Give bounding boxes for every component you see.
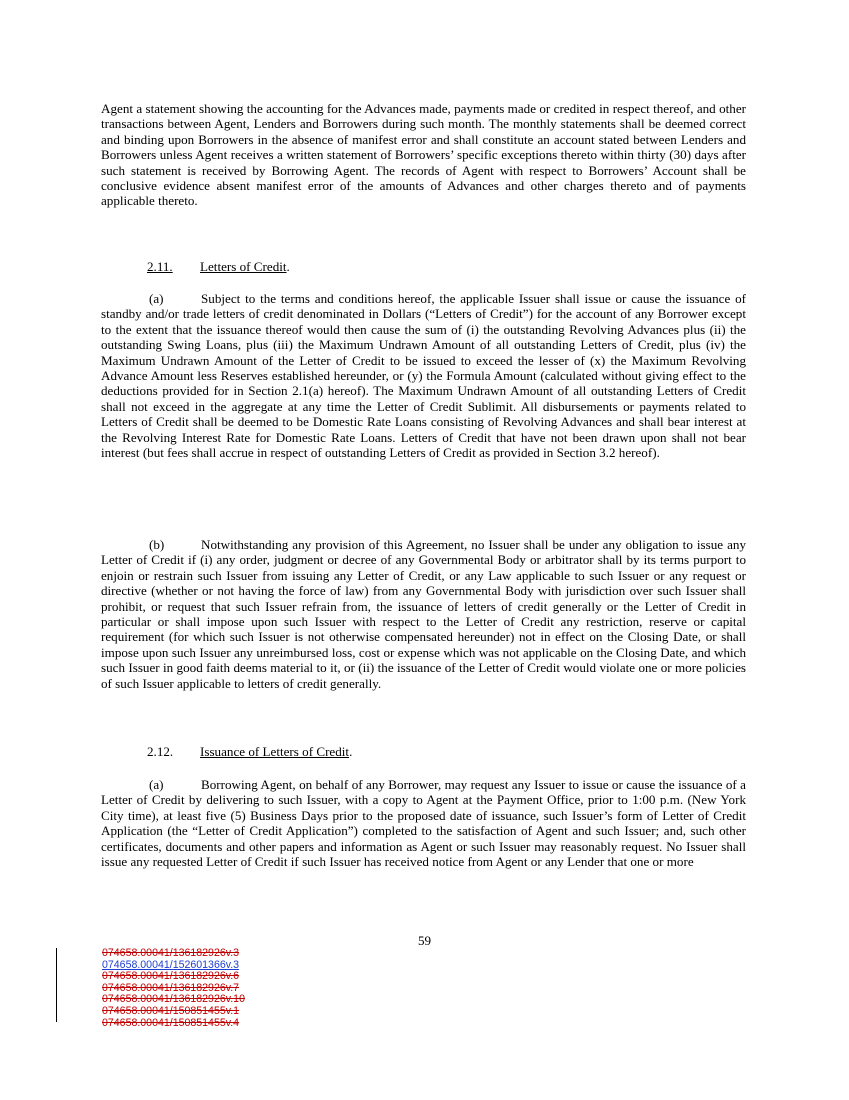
change-bar (56, 948, 57, 1022)
document-id-list (102, 948, 245, 1029)
section-heading-2-11 (147, 259, 290, 274)
section-number: 2.11. (147, 259, 173, 274)
subsection-label-a: (a) (149, 291, 164, 306)
paragraph-text: Subject to the terms and conditions hereof, the applicable Issuer shall issue or cause the issuance of standby and/or trade letters of credit denominated in Dollars (“Letters of Credit”) for the account of any Borrower except to the extent that the issuance thereof would then cause the sum of (i) the outstanding Revolving Advances plus (ii) the outstanding Swing Loans, plus (iii) the Maximum Undrawn Amount of all outstanding Letters of Credit, plus (iv) the Maximum Undrawn Amount of the Letter of Credit to be issued to exceed the lesser of (x) the Maximum Revolving Advance Amount less Reserves established hereunder, or (y) the Formula Amount (calculated without giving effect to the deductions provided for in Section 2.1(a) hereof). The Maximum Undrawn Amount of all outstanding Letters of Credit shall not exceed in the aggregate at any time the Letter of Credit Sublimit. All disbursements or payments related to Letters of Credit shall be deemed to be Domestic Rate Loans consisting of Revolving Advances and shall bear interest at the Revolving Interest Rate for Domestic Rate Loans. Letters of Credit that have not been drawn upon shall not bear interest (but fees shall accrue in respect of outstanding Letters of Credit as provided in Section 3.2 hereof). (101, 291, 746, 461)
document-id-deleted: 074658.00041/136182926v.7 (102, 981, 240, 994)
document-id-deleted: 074658.00041/150851455v.4 (102, 1016, 240, 1029)
paragraph-2-11-a (101, 291, 746, 460)
section-heading-2-12 (147, 744, 352, 759)
paragraph-text: Notwithstanding any provision of this Agreement, no Issuer shall be under any obligation to issue any Letter of Credit if (i) any order, judgment or decree of any Governmental Body or arbitrator shall by its terms purport to enjoin or restrain such Issuer from issuing any Letter of Credit, or any Law applicable to such Issuer or any request or directive (whether or not having the force of law) from any Governmental Body with jurisdiction over such Issuer shall prohibit, or request that such Issuer refrain from, the issuance of letters of credit generally or the Letter of Credit in particular or shall impose upon such Issuer with respect to the Letter of Credit any restriction, reserve or capital requirement (for which such Issuer is not otherwise compensated hereunder) not in effect on the Closing Date, or shall impose upon such Issuer any unreimbursed loss, cost or expense which was not applicable on the Closing Date, and which such Issuer in good faith deems material to it, or (ii) the issuance of the Letter of Credit would violate one or more policies of such Issuer applicable to letters of credit generally. (101, 537, 746, 691)
document-id-deleted: 074658.00041/136182926v.6 (102, 970, 240, 983)
document-id-deleted: 074658.00041/136182926v.3 (102, 947, 240, 959)
subsection-label-b: (b) (149, 537, 165, 552)
section-title-period: . (286, 259, 290, 274)
document-id-deleted: 074658.00041/150851455v.1 (102, 1004, 240, 1017)
section-title: Issuance of Letters of Credit (200, 744, 350, 759)
page-number: 59 (417, 933, 432, 948)
paragraph-2-11-b (101, 537, 746, 691)
section-title: Letters of Credit (200, 259, 287, 274)
subsection-label-a: (a) (149, 777, 164, 792)
document-id-deleted: 074658.00041/136182926v.10 (102, 993, 245, 1006)
paragraph-text: Borrowing Agent, on behalf of any Borrower, may request any Issuer to issue or cause the issuance of a Letter of Credit by delivering to such Issuer, with a copy to Agent at the Payment Office, prior to 1:00 p.m. (New York City time), at least five (5) Business Days prior to the proposed date of issuance, such Issuer’s form of Letter of Credit Application (the “Letter of Credit Application”) completed to the satisfaction of Agent and such Issuer; and, such other certificates, documents and other papers and information as Agent or such Issuer may reasonably request. No Issuer shall issue any requested Letter of Credit if such Issuer has received notice from Agent or any Lender that one or more (101, 777, 746, 870)
section-title-period: . (349, 744, 353, 759)
paragraph-2-12-a (101, 777, 746, 869)
document-id-current: 074658.00041/152601366v.3 (102, 958, 240, 971)
section-number: 2.12. (147, 744, 174, 759)
paragraph-monthly-statements: Agent a statement showing the accounting for the Advances made, payments made or credited in respect thereof, and other transactions between Agent, Lenders and Borrowers during such month. The monthly statements shall be deemed correct and binding upon Borrowers in the absence of manifest error and shall constitute an account stated between Lenders and Borrowers unless Agent receives a written statement of Borrowers’ specific exceptions thereto within thirty (30) days after such statement is received by Borrowing Agent. The records of Agent with respect to Borrowers’ Account shall be conclusive evidence absent manifest error of the amounts of Advances and other charges thereto and of payments applicable thereto. (101, 101, 746, 209)
